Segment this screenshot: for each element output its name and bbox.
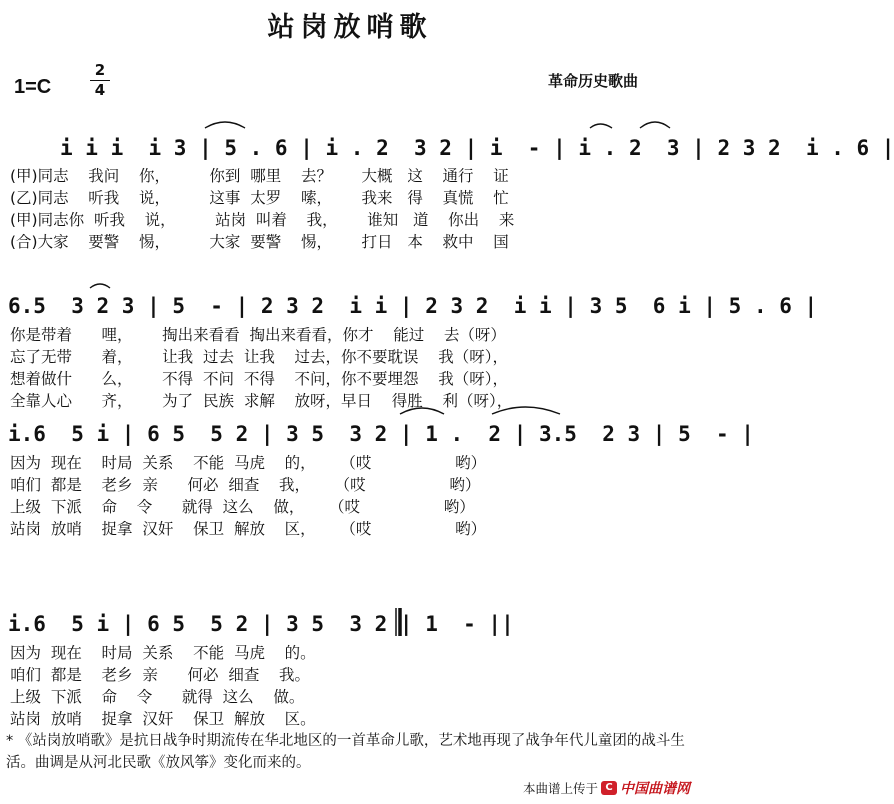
lyric-line: 咱们 都是 老乡 亲 何必 细查 我， （哎 哟） <box>10 476 481 494</box>
site-name[interactable]: 中国曲谱网 <box>620 781 690 797</box>
lyric-line: 上级 下派 命 令 就得 这么 做。 <box>10 688 305 706</box>
lyric-line: (甲)同志 我问 你， 你到 哪里 去？ 大概 这 通行 证 <box>10 167 509 185</box>
meter-bottom: 4 <box>94 81 106 99</box>
lyric-line: 咱们 都是 老乡 亲 何必 细查 我。 <box>10 666 311 684</box>
lyric-line: (甲)同志你 听我 说， 站岗 叫着 我， 谁知 道 你出 来 <box>10 211 515 229</box>
notation-line-3: i.6 5 i | 6 5 5 2 | 3 5 3 2 | 1 . 2 | 3.5 2 3 | 5 - | <box>8 422 754 446</box>
credit-text: 本曲谱上传于 <box>522 781 598 796</box>
lyric-line: 因为 现在 时局 关系 不能 马虎 的。 <box>10 644 316 662</box>
notation-line-4: i.6 5 i | 6 5 5 2 | 3 5 3 2 | 1 - || <box>8 612 514 636</box>
lyric-line: 你是带着 哩， 掏出来看看 掏出来看看，你才 能过 去（呀） <box>10 326 506 344</box>
song-category: 革命历史歌曲 <box>547 72 638 90</box>
key-signature: 1=C <box>14 76 52 98</box>
lyric-line: 忘了无带 着， 让我 过去 让我 过去，你不要耽误 我（呀）， <box>10 348 508 366</box>
lyric-line: 想着做什 么， 不得 不问 不得 不问，你不要埋怨 我（呀）， <box>10 370 508 388</box>
lyric-line: 因为 现在 时局 关系 不能 马虎 的， （哎 哟） <box>10 454 487 472</box>
footnote-mark: * <box>6 733 14 749</box>
lyric-line: 站岗 放哨 捉拿 汉奸 保卫 解放 区， （哎 哟） <box>10 520 487 538</box>
site-logo-icon: C <box>601 781 617 795</box>
lyric-line: 站岗 放哨 捉拿 汉奸 保卫 解放 区。 <box>10 710 316 728</box>
page-title: 站岗放哨歌 <box>267 12 433 43</box>
footnote-text: 《站岗放哨歌》是抗日战争时期流传在华北地区的一首革命儿歌，艺术地再现了战争年代儿童团的战斗生活。曲调是从河北民歌《放风筝》变化而来的。 <box>6 733 685 771</box>
footnote <box>6 730 696 774</box>
lyric-line: 上级 下派 命 令 就得 这么 做， （哎 哟） <box>10 498 475 516</box>
notation-line-1: i i i i 3 | 5 . 6 | i . 2 3 2 | i - | i . 2 3 | 2 3 2 i . 6 | <box>60 136 894 160</box>
credit <box>523 778 690 798</box>
lyric-line: 全靠人心 齐， 为了 民族 求解 放呀，早日 得胜 利（呀）， <box>10 392 513 410</box>
notation-line-2: 6.5 3 2 3 | 5 - | 2 3 2 i i | 2 3 2 i i | 3 5 6 i | 5 . 6 | <box>8 294 818 318</box>
meter-top: 2 <box>94 61 106 79</box>
lyric-line: (乙)同志 听我 说， 这事 太罗 嗦， 我来 得 真慌 忙 <box>10 189 509 207</box>
lyric-line: (合)大家 要警 惕， 大家 要警 惕， 打日 本 救中 国 <box>10 233 509 251</box>
